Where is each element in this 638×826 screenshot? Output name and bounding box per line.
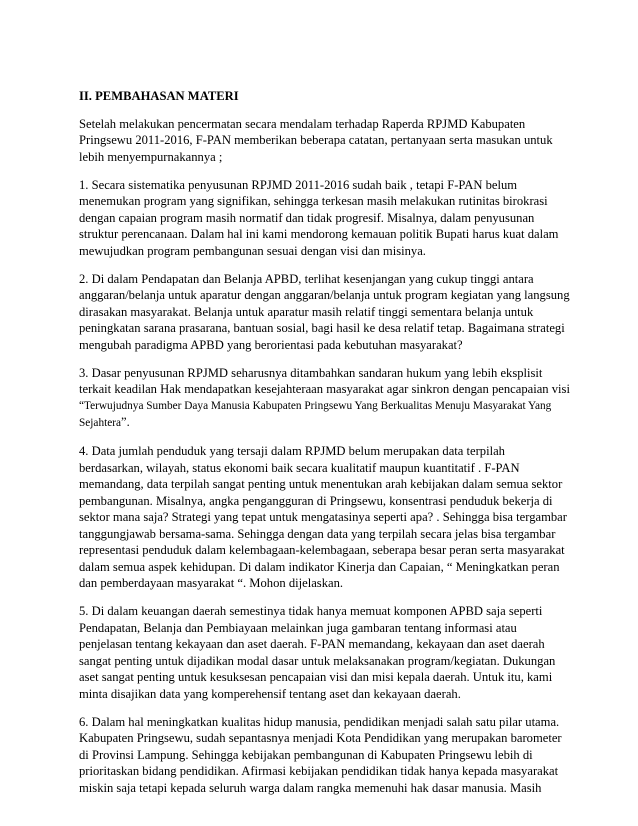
point-1-paragraph [79,177,586,260]
text-line: penjelasan tentang kekayaan dan aset daerah. F-PAN memandang, kekayaan dan aset daerah [79,637,545,651]
text-line: anggaran/belanja untuk aparatur dengan anggaran/belanja untuk program kegiatan yang langsung [79,288,570,302]
text-line: berdasarkan, wilayah, status ekonomi baik secara kualitatif maupun kuantitatif . F-PAN [79,460,520,475]
text-line: 4. Data jumlah penduduk yang tersaji dalam RPJMD belum merupakan data terpilah [79,444,505,458]
text-line: mengubah paradigma APBD yang berorientasi pada kebutuhan masyarakat? [79,337,463,352]
text-line: pembangunan. Misalnya, angka pengangguran di Pringsewu, konsentrasi penduduk bekerja di [79,493,553,508]
text-line: dalam semua aspek kehidupan. Di dalam indikator Kinerja dan Capaian, “ Meningkatkan peran [79,559,560,574]
text-line: terkait keadilan Hak mendapatkan kesejahteraan masyarakat agar sinkron dengan pencapaian visi [79,382,570,396]
text-line: representasi penduduk dalam kelembagaan-kelembagaan, seberapa besar peran serta masyarakat [79,543,565,557]
text-line: Pendapatan, Belanja dan Pembiayaan melainkan juga gambaran tentang informasi atau [79,620,517,635]
text-line: aset sangat penting untuk kesuksesan pencapaian visi dan misi kepala daerah. Untuk itu, kami [79,670,553,684]
point-6-paragraph [79,714,586,797]
point-2-paragraph [79,271,586,354]
text-line: dan pemberdayaan masyarakat “. Mohon dijelaskan. [79,576,344,590]
text-line: 1. Secara sistematika penyusunan RPJMD 2011-2016 sudah baik , tetapi F-PAN belum [79,177,518,192]
text-line: struktur perencanaan. Dalam hal ini kami mendorong kemauan politik Bupati harus kuat dalam [79,227,559,241]
section-heading: II. PEMBAHASAN MATERI [79,89,239,103]
text-line: 3. Dasar penyusunan RPJMD seharusnya ditambahkan sandaran hukum yang lebih eksplisit [79,365,543,380]
text-line: mewujudkan program pembangunan sesuai dengan visi dan misinya. [79,243,426,258]
text-line: Kabupaten Pringsewu, sudah sepantasnya menjadi Kota Pendidikan yang merupakan barometer [79,731,562,745]
text-line: minta disajikan data yang komperehensif tentang aset dan kekayaan daerah. [79,686,461,701]
text-line: 5. Di dalam keuangan daerah semestinya tidak hanya memuat komponen APBD saja seperti [79,604,543,618]
text-line: peningkatan sarana prasarana, bantuan sosial, bagi hasil ke desa relatif tetap. Bagaimana strategi [79,321,565,335]
text-line: Pringsewu 2011-2016, F-PAN memberikan beberapa catatan, pertanyaan serta masukan untuk [79,133,553,147]
text-line: 2. Di dalam Pendapatan dan Belanja APBD, terlihat kesenjangan yang cukup tinggi antara [79,271,534,286]
text-line [79,414,586,432]
vision-quote-end: Sejahtera [79,417,122,429]
text-line: Setelah melakukan pencermatan secara mendalam terhadap Raperda RPJMD Kabupaten [79,116,526,131]
text-line: lebih menyempurnakannya ; [79,149,223,164]
text-line: 6. Dalam hal meningkatkan kualitas hidup manusia, pendidikan menjadi salah satu pilar utama. [79,714,560,729]
text-line: prioritaskan bidang pendidikan. Afirmasi kebijakan pendidikan tidak hanya kepada masyarakat [79,764,559,778]
text-line: tanggungjawab bersama-sama. Sehingga dengan data yang terpilah secara jelas bisa tergambar [79,526,556,541]
text-line: miskin saja tetapi kepada seluruh warga dalam rangka memenuhi hak dasar manusia. Masih [79,780,542,795]
text-line: dirasakan masyarakat. Belanja untuk aparatur masih relatif tinggi sementara belanja untuk [79,304,534,319]
intro-paragraph [79,116,586,166]
point-3-paragraph [79,365,586,432]
point-5-paragraph [79,603,586,702]
text-line: sangat penting untuk dijadikan modal dasar untuk melaksanakan program/kegiatan. Dukungan [79,653,556,668]
vision-quote-line: “Terwujudnya Sumber Daya Manusia Kabupaten Pringsewu Yang Berkualitas Menuju Masyarakat Yang [79,399,552,412]
quote-close: ”. [121,415,130,429]
text-line: dengan capaian program masih normatif dan tidak progresif. Misalnya, dalam penyusunan [79,210,535,225]
text-line: di Provinsi Lampung. Sehingga kebijakan pembangunan di Kabupaten Pringsewu lebih di [79,747,533,762]
point-4-paragraph [79,443,586,592]
text-line: memandang, data terpilah sangat penting untuk menentukan arah kebijakan dalam semua sektor [79,477,563,491]
text-line: sektor mana saja? Strategi yang tepat untuk mengatasinya seperti apa? . Sehingga bisa tergambar [79,510,567,524]
text-line: menemukan program yang signifikan, sehingga terkesan masih melakukan rutinitas birokrasi [79,194,548,208]
